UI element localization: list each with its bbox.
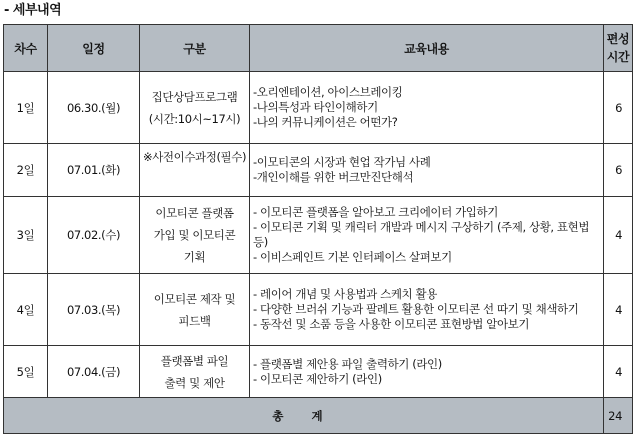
division-line: 플랫폼별 파일 xyxy=(160,353,229,368)
date-cell: 06.30.(월) xyxy=(48,72,140,144)
content-cell xyxy=(250,144,604,197)
hours-cell: 6 xyxy=(604,144,633,197)
header-date: 일정 xyxy=(48,25,140,72)
division-cell xyxy=(140,197,250,274)
division-line: 출력 및 제안 xyxy=(164,375,225,390)
division-line: ※사전이수과정(필수) xyxy=(142,150,247,164)
content-line: - 이모티콘 기획 및 캐릭터 개발과 메시지 구상하기 (주제, 상황, 표현법 등) xyxy=(253,220,590,249)
content-cell xyxy=(250,346,604,398)
round-cell: 4일 xyxy=(4,274,48,346)
division-line: 이모티콘 제작 및 xyxy=(153,291,236,306)
table-header-row xyxy=(4,25,633,72)
content-line: -나의 커뮤니케이션은 어떤가? xyxy=(253,115,398,129)
content-line: - 레이어 개념 및 사용법과 스케치 활용 xyxy=(253,287,437,301)
content-line: - 플랫폼별 제안용 파일 출력하기 (라인) xyxy=(253,356,442,371)
round-cell: 2일 xyxy=(4,144,48,197)
table-row xyxy=(4,72,633,144)
table-row xyxy=(4,197,633,274)
table-row xyxy=(4,346,633,398)
content-line: - 다양한 브러쉬 기능과 팔레트 활용한 이모티콘 선 따기 및 채색하기 xyxy=(253,302,579,316)
content-cell xyxy=(250,197,604,274)
header-content: 교육내용 xyxy=(250,25,604,72)
content-line: -오리엔테이션, 아이스브레이킹 xyxy=(253,85,403,99)
division-line: 피드백 xyxy=(178,313,211,328)
header-hours-line2: 시간 xyxy=(606,50,630,64)
table-row xyxy=(4,144,633,197)
content-line: - 이모티콘 제안하기 (라인) xyxy=(253,371,382,386)
content-cell xyxy=(250,274,604,346)
content-line: - 이비스페인트 기본 인터페이스 살펴보기 xyxy=(253,250,452,264)
division-cell xyxy=(140,274,250,346)
total-row xyxy=(4,398,633,434)
content-line: - 이모티콘 플랫폼을 알아보고 크리에이터 가입하기 xyxy=(253,205,498,219)
division-cell xyxy=(140,72,250,144)
header-hours-line1: 편성 xyxy=(606,32,630,46)
total-hours: 24 xyxy=(604,398,633,434)
division-cell xyxy=(140,346,250,398)
round-cell: 3일 xyxy=(4,197,48,274)
hours-cell: 4 xyxy=(604,197,633,274)
date-cell: 07.01.(화) xyxy=(48,144,140,197)
content-cell xyxy=(250,72,604,144)
total-label: 총 계 xyxy=(4,398,604,434)
table-row xyxy=(4,274,633,346)
date-cell: 07.03.(목) xyxy=(48,274,140,346)
round-cell: 5일 xyxy=(4,346,48,398)
round-cell: 1일 xyxy=(4,72,48,144)
division-cell xyxy=(140,144,250,197)
schedule-table xyxy=(3,24,633,434)
hours-cell: 4 xyxy=(604,346,633,398)
section-title: - 세부내역 xyxy=(4,3,62,18)
hours-cell: 6 xyxy=(604,72,633,144)
date-cell: 07.04.(금) xyxy=(48,346,140,398)
header-hours xyxy=(604,25,633,72)
date-cell: 07.02.(수) xyxy=(48,197,140,274)
header-round: 차수 xyxy=(4,25,48,72)
content-line: -개인이해를 위한 버크만진단해석 xyxy=(253,170,414,184)
content-line: -나의특성과 타인이해하기 xyxy=(253,100,378,114)
content-line: -이모티콘의 시장과 현업 작가님 사례 xyxy=(253,155,431,169)
header-division: 구분 xyxy=(140,25,250,72)
division-line: 집단상담프로그램 xyxy=(151,89,238,104)
division-line: 가입 및 이모티콘 xyxy=(153,228,236,242)
division-line: (시간:10시~17시) xyxy=(148,111,241,126)
hours-cell: 4 xyxy=(604,274,633,346)
division-line: 이모티콘 플랫폼 xyxy=(155,206,234,220)
content-line: - 동작선 및 소품 등을 사용한 이모티콘 표현방법 알아보기 xyxy=(253,317,530,331)
division-line: 기획 xyxy=(183,250,206,264)
